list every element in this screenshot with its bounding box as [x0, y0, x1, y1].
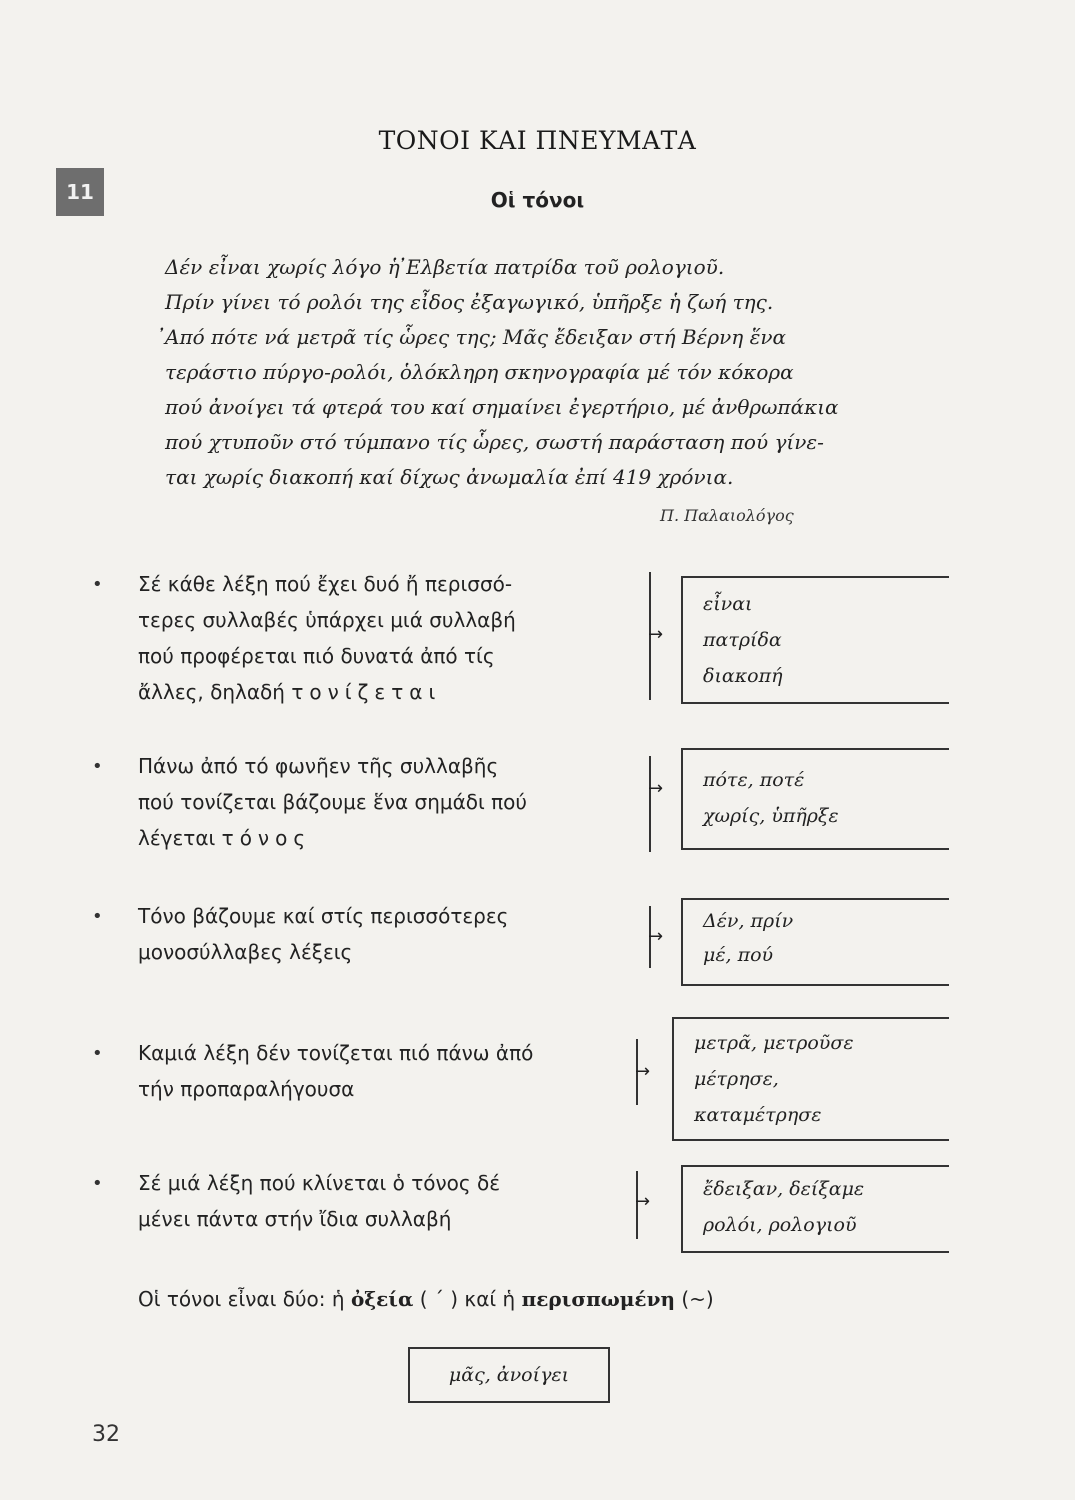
- example-word: Δέν, πρίν: [703, 910, 794, 932]
- bullet-icon: •: [92, 1043, 103, 1064]
- passage-line: πού χτυποῦν στό τύμπανο τίς ὧρες, σωστή παράσταση πού γίνε-: [165, 430, 824, 454]
- rule-line: λέγεται τόνος: [138, 826, 312, 850]
- rule-line: πού προφέρεται πιό δυνατά ἀπό τίς: [138, 644, 495, 668]
- example-word: μετρᾶ, μετροῦσε: [694, 1032, 854, 1054]
- rule-line: τήν προπαραλήγουσα: [138, 1077, 355, 1101]
- rule-text: [138, 898, 508, 970]
- example-word: ἔδειξαν, δείξαμε: [703, 1178, 865, 1200]
- bullet-icon: •: [92, 906, 103, 927]
- rule-line: Τόνο βάζουμε καί στίς περισσότερες: [138, 904, 509, 928]
- rule-line: μένει πάντα στήν ἴδια συλλαβή: [138, 1207, 452, 1231]
- arrow-right-icon: →: [648, 624, 664, 645]
- emphasized-term: τονίζεται: [291, 680, 442, 704]
- example-word: χωρίς, ὑπῆρξε: [703, 805, 839, 827]
- accent-example-box: μᾶς, ἀνοίγει: [408, 1347, 610, 1403]
- passage-line: ται χωρίς διακοπή καί δίχως ἀνωμαλία ἐπί 419 χρόνια.: [165, 465, 734, 489]
- summary-article: ἡ: [331, 1287, 345, 1311]
- rule-line: Σέ μιά λέξη πού κλίνεται ὁ τόνος δέ: [138, 1171, 501, 1195]
- page-title: ΤΟΝΟΙ ΚΑΙ ΠΝΕΥΜΑΤΑ: [378, 126, 697, 155]
- passage-line: τεράστιο πύργο-ρολόι, ὁλόκληρη σκηνογραφία μέ τόν κόκορα: [165, 360, 794, 384]
- rule-text: [138, 566, 516, 710]
- lesson-number-badge: 11: [56, 168, 104, 216]
- rule-text: [138, 748, 527, 856]
- example-box: [681, 576, 949, 704]
- rule-line: μονοσύλλαβες λέξεις: [138, 940, 353, 964]
- arrow-right-icon: →: [648, 778, 664, 799]
- rule-line: Σέ κάθε λέξη πού ἔχει δυό ἤ περισσό-: [138, 572, 513, 596]
- section-subtitle: Οἱ τόνοι: [490, 188, 585, 212]
- bullet-icon: •: [92, 574, 103, 595]
- passage-line: πού ἀνοίγει τά φτερά του καί σημαίνει ἐγερτήριο, μέ ἀνθρωπάκια: [165, 395, 839, 419]
- example-word: διακοπή: [703, 665, 783, 687]
- example-word: μέ, πού: [703, 944, 774, 966]
- oxeia-term: ὀξεία: [350, 1287, 414, 1311]
- passage-author: Π. Παλαιολόγος: [660, 506, 794, 525]
- example-word: εἶναι: [703, 593, 753, 615]
- oxeia-symbol: ( ΄ ): [419, 1287, 459, 1311]
- arrow-right-icon: →: [648, 926, 664, 947]
- arrow-right-icon: →: [635, 1191, 651, 1212]
- summary-text: Οἱ τόνοι εἶναι δύο:: [138, 1287, 326, 1311]
- rule-line: ἄλλες, δηλαδή τονίζεται: [138, 680, 442, 704]
- arrow-right-icon: →: [635, 1061, 651, 1082]
- accent-summary: [138, 1287, 714, 1311]
- rule-line: πού τονίζεται βάζουμε ἕνα σημάδι πού: [138, 790, 527, 814]
- passage-line: Πρίν γίνει τό ρολόι της εἶδος ἐξαγωγικό, ὑπῆρξε ἡ ζωή της.: [165, 290, 774, 314]
- passage-line: ̓Από πότε νά μετρᾶ τίς ὧρες της; Μᾶς ἔδειξαν στή Βέρνη ἕνα: [165, 325, 786, 349]
- bullet-icon: •: [92, 1173, 103, 1194]
- passage-line: Δέν εἶναι χωρίς λόγο ἡ ̓Ελβετία πατρίδα τοῦ ρολογιοῦ.: [165, 255, 725, 279]
- summary-article: ἡ: [502, 1287, 516, 1311]
- reading-passage: [165, 250, 925, 495]
- summary-conjunction: καί: [464, 1287, 497, 1311]
- example-word: καταμέτρησε: [694, 1104, 822, 1126]
- example-word: ρολόι, ρολογιοῦ: [703, 1214, 857, 1236]
- bracket-line: [649, 756, 651, 852]
- page-number: 32: [92, 1422, 120, 1447]
- rule-text: [138, 1035, 533, 1107]
- rule-line: τερες συλλαβές ὑπάρχει μιά συλλαβή: [138, 608, 516, 632]
- example-word: μέτρησε,: [694, 1068, 779, 1090]
- bullet-icon: •: [92, 756, 103, 777]
- example-word: πότε, ποτέ: [703, 769, 805, 791]
- rule-line: Πάνω ἀπό τό φωνῆεν τῆς συλλαβῆς: [138, 754, 499, 778]
- perispomeni-term: περισπωμένη: [521, 1287, 675, 1311]
- emphasized-term: τόνος: [221, 826, 312, 850]
- rule-line: Καμιά λέξη δέν τονίζεται πιό πάνω ἀπό: [138, 1041, 534, 1065]
- perispomeni-symbol: (~): [681, 1287, 714, 1311]
- rule-text: [138, 1165, 500, 1237]
- example-box: [681, 748, 949, 850]
- example-box: [681, 898, 949, 986]
- example-box: [672, 1017, 949, 1141]
- example-box: [681, 1165, 949, 1253]
- example-word: πατρίδα: [703, 629, 782, 651]
